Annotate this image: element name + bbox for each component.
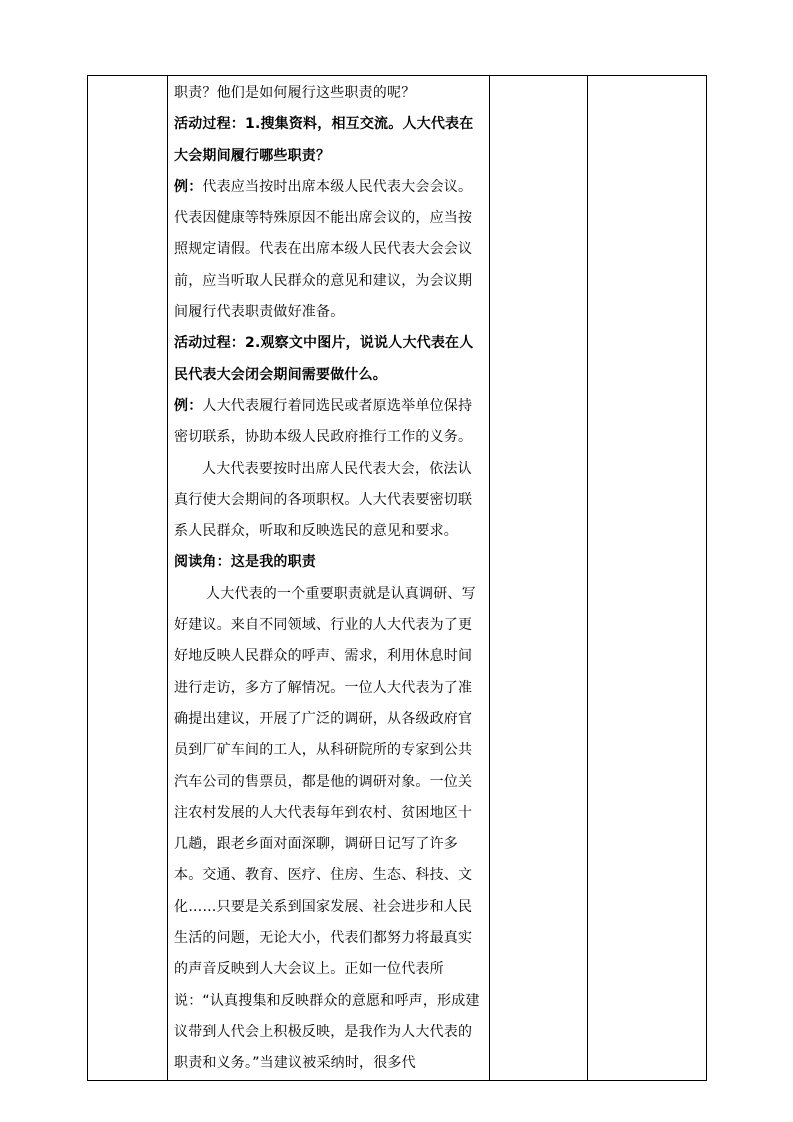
paragraph-example-2 xyxy=(174,391,484,454)
table-row xyxy=(88,76,707,1081)
paragraph-intro-question xyxy=(174,78,484,109)
paragraph-label: 阅读角： xyxy=(174,554,231,571)
empty-cell-left xyxy=(88,76,168,1081)
paragraph-summary xyxy=(174,454,484,548)
paragraph-reading-corner-body xyxy=(174,579,484,1080)
paragraph-text: 这是我的职责 xyxy=(230,554,317,571)
paragraph-text: 2.观察文中图片，说说人大代表在人民代表大会闭会期间需要做什么。 xyxy=(174,335,474,383)
paragraph-label: 例： xyxy=(174,397,203,414)
activity-content xyxy=(168,76,489,1080)
empty-cell-right xyxy=(588,76,707,1081)
paragraph-activity-2 xyxy=(174,328,484,391)
paragraph-label: 例： xyxy=(174,178,203,195)
empty-cell-middle xyxy=(490,76,588,1081)
paragraph-reading-corner-title xyxy=(174,547,484,578)
paragraph-example-1 xyxy=(174,172,484,328)
content-cell xyxy=(168,76,490,1081)
paragraph-text: 职责？他们是如何履行这些职责的呢？ xyxy=(174,85,416,101)
paragraph-label: 活动过程： xyxy=(174,116,245,133)
paragraph-activity-1 xyxy=(174,109,484,172)
paragraph-text: 代表应当按时出席本级人民代表大会会议。代表因健康等特殊原因不能出席会议的，应当按照规定请假。代表在出席本级人民代表大会会议前，应当听取人民群众的意见和建议，为会议期间履行代表职责做好准备。 xyxy=(174,178,473,321)
paragraph-text: 1.搜集资料，相互交流。人大代表在大会期间履行哪些职责？ xyxy=(174,116,474,164)
paragraph-text: 人大代表履行着同选民或者原选举单位保持密切联系，协助本级人民政府推行工作的义务。 xyxy=(174,397,473,446)
paragraph-label: 活动过程： xyxy=(174,335,245,352)
paragraph-text: 人大代表要按时出席人民代表大会，依法认真行使大会期间的各项职权。人大代表要密切联系人民群众，听取和反映选民的意见和要求。 xyxy=(174,460,473,540)
paragraph-text: 人大代表的一个重要职责就是认真调研、写好建议。来自不同领域、行业的人大代表为了更好地反映人民群众的呼声、需求，利用休息时间进行走访，多方了解情况。一位人大代表为了准确提出建议，开展了广泛的调研，从各级政府官员到厂矿车间的工人，从科研院所的专家到公共汽车公司的售票员，都是他的调研对象。一位关注农村发展的人大代表每年到农村、贫困地区十几趟，跟老乡面对面深聊，调研日记写了许多本。交通、教育、医疗、住房、生态、科技、文化……只要是关系到国家发展、社会进步和人民生活的问题，无论大小，代表们都努力将最真实的声音反映到人大会议上。正如一位代表所说：“认真搜集和反映群众的意愿和呼声，形成建议带到人代会上积极反映，是我作为人大代表的职责和义务。”当建议被采纳时，很多代 xyxy=(174,585,480,1072)
lesson-table xyxy=(87,75,707,1081)
